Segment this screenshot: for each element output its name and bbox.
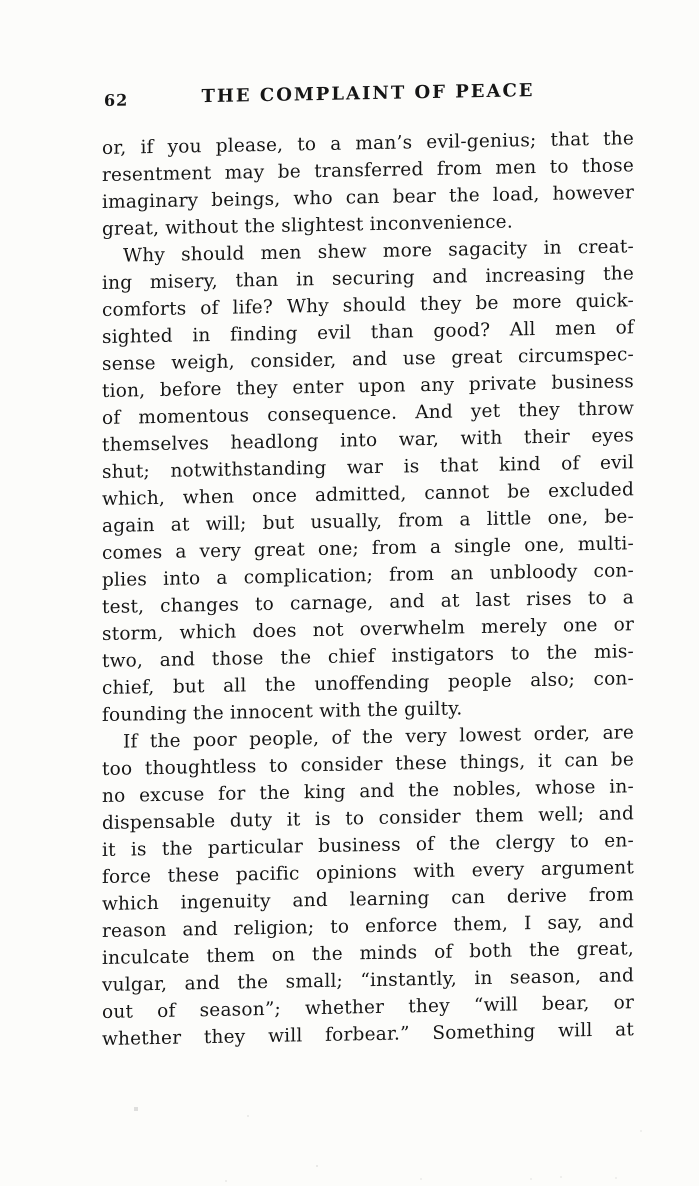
text-line: comforts of life? Why should they be more quick- bbox=[102, 290, 634, 321]
text-line: tion, before they enter upon any private business bbox=[102, 371, 634, 402]
text-line: no excuse for the king and the nobles, whose in- bbox=[102, 776, 634, 807]
text-line: whether they will forbear.” Something will at bbox=[102, 1019, 634, 1050]
body-text bbox=[102, 125, 634, 1053]
text-line: dispensable duty it is to consider them well; and bbox=[102, 803, 634, 834]
text-line: If the poor people, of the very lowest order, are bbox=[123, 722, 634, 753]
text-line: shut; notwithstanding war is that kind of evil bbox=[102, 452, 634, 483]
text-line: which ingenuity and learning can derive from bbox=[102, 884, 634, 915]
text-line: it is the particular business of the clergy to en- bbox=[102, 830, 634, 861]
scan-speckles bbox=[0, 0, 2, 2]
text-line: themselves headlong into war, with their eyes bbox=[102, 425, 634, 456]
text-line: of momentous consequence. And yet they throw bbox=[102, 398, 634, 429]
text-line: too thoughtless to consider these things, it can be bbox=[102, 749, 634, 780]
text-line: storm, which does not overwhelm merely one or bbox=[102, 614, 634, 645]
text-line: imaginary beings, who can bear the load, however bbox=[102, 182, 634, 213]
page-content bbox=[102, 78, 634, 1053]
page-number: 62 bbox=[104, 90, 129, 110]
text-line: reason and religion; to enforce them, I say, and bbox=[102, 911, 634, 942]
running-title: THE COMPLAINT OF PEACE bbox=[201, 80, 535, 108]
text-line: force these pacific opinions with every argument bbox=[102, 857, 634, 888]
text-line: two, and those the chief instigators to the mis- bbox=[102, 641, 634, 672]
text-line: resentment may be transferred from men to those bbox=[102, 155, 634, 186]
text-line: which, when once admitted, cannot be excluded bbox=[102, 479, 634, 510]
text-line: again at will; but usually, from a little one, be- bbox=[102, 506, 634, 537]
text-line: out of season”; whether they “will bear, or bbox=[102, 992, 634, 1023]
text-line: Why should men shew more sagacity in creat- bbox=[123, 236, 634, 267]
text-line: vulgar, and the small; “instantly, in season, and bbox=[102, 965, 634, 996]
text-line: test, changes to carnage, and at last rises to a bbox=[102, 587, 634, 618]
text-line: ing misery, than in securing and increasing the bbox=[102, 263, 634, 294]
text-line: plies into a complication; from an unbloody con- bbox=[102, 560, 634, 591]
text-line: founding the innocent with the guilty. bbox=[102, 698, 463, 726]
text-line: chief, but all the unoffending people also; con- bbox=[102, 668, 634, 699]
text-line: sense weigh, consider, and use great circumspec- bbox=[102, 344, 634, 375]
page-header bbox=[102, 78, 634, 110]
text-line: comes a very great one; from a single one, multi- bbox=[102, 533, 634, 564]
text-line: inculcate them on the minds of both the great, bbox=[102, 938, 634, 969]
text-line: sighted in finding evil than good? All men of bbox=[102, 317, 634, 348]
text-line: great, without the slightest inconvenience. bbox=[102, 211, 513, 240]
text-line: or, if you please, to a man’s evil-genius; that the bbox=[102, 128, 634, 159]
